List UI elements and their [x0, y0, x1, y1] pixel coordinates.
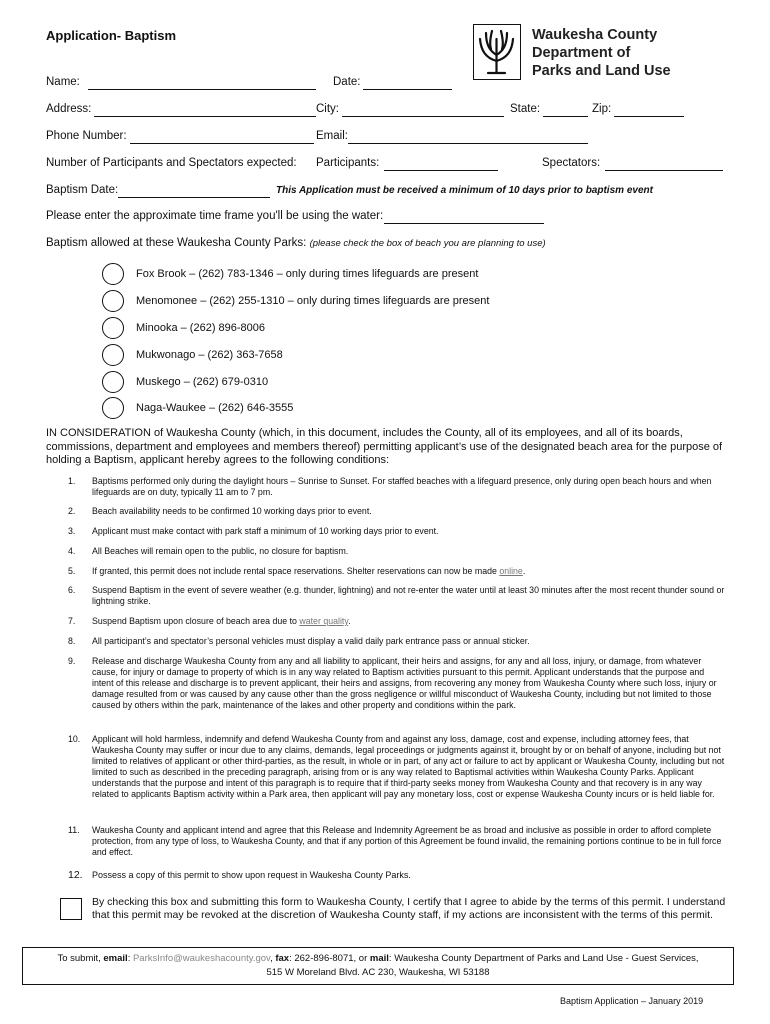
park-label-menomonee: Menomonee – (262) 255-1310 – only during times lifeguards are present	[136, 295, 490, 307]
condition-item: 8. All participant’s and spectator’s personal vehicles must display a valid daily park entrance pass or annual sticker.	[68, 636, 530, 646]
zip-field[interactable]	[614, 104, 684, 117]
submit-instructions: To submit, email: ParksInfo@waukeshacounty.gov, fax: 262-896-8071, or mail: Waukesha County Department of Parks and Land Use - Guest Services, 515 W Moreland Blvd. AC 230, Waukesha, WI 53188	[22, 947, 734, 985]
park-checkbox-naga-waukee[interactable]	[102, 397, 124, 419]
email-label: Email:	[316, 130, 348, 142]
park-label-minooka: Minooka – (262) 896-8006	[136, 322, 266, 334]
email-link[interactable]: ParksInfo@waukeshacounty.gov	[132, 953, 271, 964]
timeframe-label: Please enter the approximate time frame you'll be using the water:	[46, 210, 384, 222]
park-checkbox-muskego[interactable]	[102, 371, 124, 393]
tree-logo-icon	[473, 24, 521, 80]
baptism-date-note: This Application must be received a minimum of 10 days prior to baptism event	[276, 185, 653, 196]
email-field[interactable]	[348, 131, 588, 144]
parks-heading: Baptism allowed at these Waukesha County Parks: (please check the box of beach you are planning to use)	[46, 237, 546, 249]
city-field[interactable]	[342, 104, 504, 117]
park-label-mukwonago: Mukwonago – (262) 363-7658	[136, 349, 283, 361]
page-title: Application- Baptism	[46, 28, 177, 43]
spectators-label: Spectators:	[542, 157, 601, 169]
condition-item: 10. Applicant will hold harmless, indemnify and defend Waukesha County from and against any loss, damage, cost and expense, including attorney fees, that Waukesha County may suffer or incur due to any claims, demands, legal proceedings or judgments against it, brought by or on behalf of anyone, including but not limited to relatives of applicant or other third-parties, as the result, in whole or in part, of any act or failure to act by applicant or Waukesha County, including but not limited to such as described in the preceding paragraph, arising from or is any way related to Baptismal activities within Waukesha County Parks. Applicant understands that the purpose and intent of this paragraph is to require that if third-party seeks money from Waukesha County and that recovery is in any way related to applicants Baptism activity within a Park area, then applicant will pay any monetary loss, cost or expense Waukesha County incurs or is held liable for.	[68, 734, 725, 799]
certify-statement: By checking this box and submitting this form to Waukesha County, I certify that I agree to abide by the terms of this permit. I understand that this permit may be revoked at the discretion of Waukesha County staff, if my actions are inconsistent with the terms of this permit.	[92, 896, 726, 921]
zip-label: Zip:	[592, 103, 612, 115]
footer-version: Baptism Application – January 2019	[560, 996, 704, 1006]
park-label-naga-waukee: Naga-Waukee – (262) 646-3555	[136, 402, 294, 414]
water-quality-link[interactable]: water quality	[299, 616, 349, 626]
state-field[interactable]	[543, 104, 588, 117]
name-label: Name:	[46, 76, 80, 88]
park-label-fox-brook: Fox Brook – (262) 783-1346 – only during times lifeguards are present	[136, 268, 479, 280]
condition-item: 6. Suspend Baptism in the event of severe weather (e.g. thunder, lightning) and not re-enter the water until at least 30 minutes after the most recent thunder sound or lightning strike.	[68, 585, 725, 606]
condition-item: 9. Release and discharge Waukesha County from any and all liability to applicant, their heirs and assigns, for any and all loss, injury, or damage, from whatever cause, for injury or damage to property of which is in any way related to Baptism activities pursuant to this permit. Applicant understands that the purpose and intent of this release and discharge is to prevent applicant, their heirs and assigns, from recovering any money from Waukesha County where such loss, injury or damage resulted from or was caused by any cause other than the gross negligence or willful misconduct of Waukesha County, including but not limited to those caused by others within the park, maintenance of the lakes and other property and conditions within the park.	[68, 656, 717, 710]
park-label-muskego: Muskego – (262) 679-0310	[136, 376, 269, 388]
condition-item: 2. Beach availability needs to be confirmed 10 working days prior to event.	[68, 506, 372, 516]
date-label: Date:	[333, 76, 361, 88]
condition-item: 1. Baptisms performed only during the daylight hours – Sunrise to Sunset. For staffed beaches with a lifeguard presence, only during open beach hours and when lifeguards are on duty, typically 11 am to 7 pm.	[68, 476, 712, 497]
condition-item: 7. Suspend Baptism upon closure of beach area due to water quality.	[68, 616, 351, 626]
address-field[interactable]	[94, 104, 316, 117]
name-field[interactable]	[88, 77, 316, 90]
participants-field[interactable]	[384, 158, 498, 171]
condition-item: 12. Possess a copy of this permit to show upon request in Waukesha County Parks.	[68, 869, 411, 881]
online-link[interactable]: online	[499, 566, 523, 576]
consideration-paragraph: IN CONSIDERATION of Waukesha County (which, in this document, includes the County, all of its employees, and all of its boards, commissions, department and employees and members thereof) permitting applicant’s use of the designated beach area for the purpose of holding a Baptism, applicant hereby agrees to the following conditions:	[46, 427, 723, 466]
condition-item: 3. Applicant must make contact with park staff a minimum of 10 working days prior to event.	[68, 526, 439, 536]
address-label: Address:	[46, 103, 92, 115]
state-label: State:	[510, 103, 541, 115]
park-checkbox-menomonee[interactable]	[102, 290, 124, 312]
participants-label: Participants:	[316, 157, 380, 169]
condition-item: 11. Waukesha County and applicant intend and agree that this Release and Indemnity Agreement be as broad and inclusive as possible in order to afford complete protection, from any type of loss, to Waukesha County, and that if any portion of this Agreement be found invalid, the remaining portions continue to be in full force and effect.	[68, 825, 722, 857]
spectators-field[interactable]	[605, 158, 723, 171]
park-checkbox-mukwonago[interactable]	[102, 344, 124, 366]
certify-checkbox[interactable]	[60, 898, 82, 920]
baptism-date-field[interactable]	[118, 185, 270, 198]
phone-label: Phone Number:	[46, 130, 127, 142]
city-label: City:	[316, 103, 339, 115]
park-checkbox-minooka[interactable]	[102, 317, 124, 339]
phone-field[interactable]	[130, 131, 314, 144]
date-field[interactable]	[363, 77, 452, 90]
organization-name: Waukesha County Department of Parks and Land Use	[532, 27, 671, 79]
baptism-date-label: Baptism Date:	[46, 184, 119, 196]
condition-item: 5. If granted, this permit does not include rental space reservations. Shelter reservations can now be made online.	[68, 566, 526, 576]
participants-question: Number of Participants and Spectators expected:	[46, 157, 297, 169]
park-checkbox-fox-brook[interactable]	[102, 263, 124, 285]
timeframe-field[interactable]	[384, 211, 544, 224]
condition-item: 4. All Beaches will remain open to the public, no closure for baptism.	[68, 546, 349, 556]
